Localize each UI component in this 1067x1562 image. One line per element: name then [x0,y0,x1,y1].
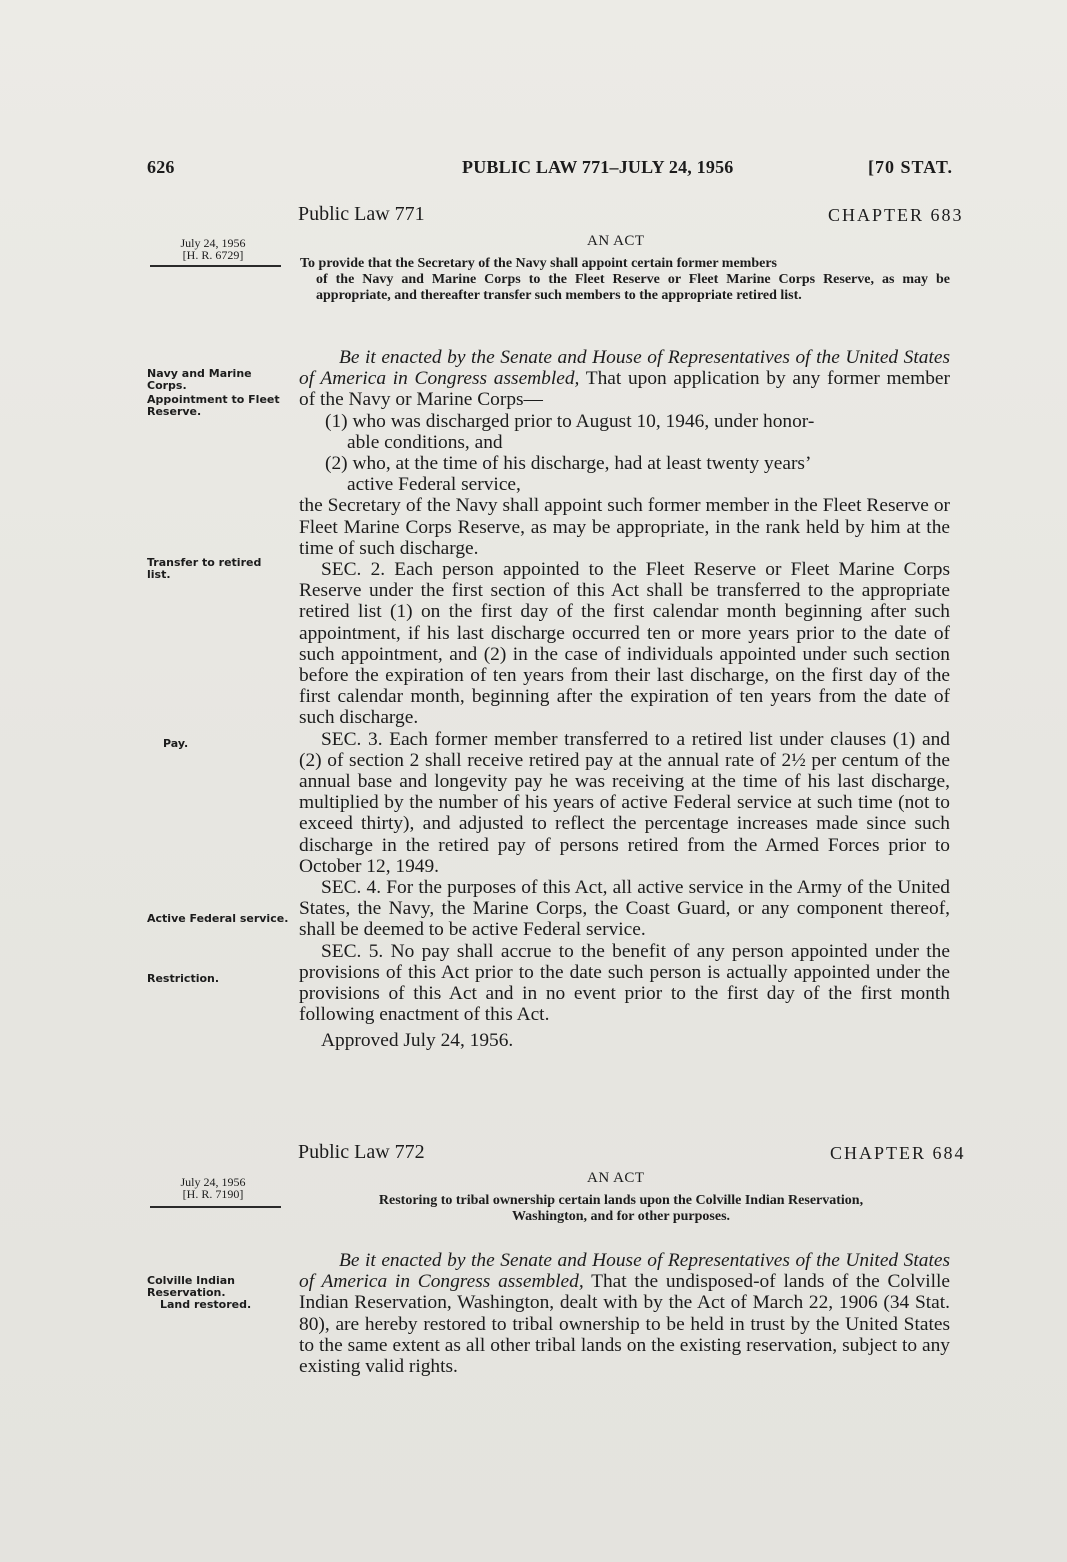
law2-body [299,1250,950,1377]
law2-enacting-rest: That the undisposed-of lands of the Colville Indian Reservation, Washington, dealt with by the Act of March 22, 1906 (34 Stat. 80), are hereby restored to tribal ownership to be held in trust by the United States to the same extent as all other tribal lands on the existing reservation, subject to any existing valid rights. [299,1271,950,1378]
margin-rule [150,1206,281,1208]
margin-rule [150,265,281,267]
public-law-771-title: Public Law 771 [298,203,425,225]
law2-enacting-italic: Be it enacted by the Senate and House of Representatives of the United States of America in Congress assembled, [299,1250,950,1293]
law1-enacting-rest: That upon application by any former member of the Navy or Marine Corps— [299,368,950,411]
law1-purpose-first-line: To provide that the Secretary of the Navy shall appoint certain former members [300,256,777,271]
law2-an-act: AN ACT [587,1170,645,1186]
law1-body [299,347,950,1051]
law1-item-1-first: (1) who was discharged prior to August 10, 1946, under honor- [325,410,815,432]
law1-item-2-first: (2) who, at the time of his discharge, had at least twenty years’ [325,453,812,475]
law2-date: July 24, 1956 [180,1175,246,1189]
public-law-772-title: Public Law 772 [298,1141,425,1163]
margin-note-active-service: Active Federal service. [147,912,289,925]
margin-note-land-restored: Land restored. [160,1298,252,1311]
law1-section-2: SEC. 2. Each person appointed to the Fleet Reserve or Fleet Marine Corps Reserve under the first section of this Act shall be transferred to the appropriate retired list (1) on the first day of the first calendar month beginning after such appointment, if his last discharge occurred ten or more years prior to the date of such appointment, and (2) in the case of individuals appointed under such section before the expiration of ten years from their last discharge, on the first day of the first calendar month, beginning after the expiration of ten years from the date of such discharge. [299,559,950,729]
law1-item-2 [299,453,950,495]
law1-bill-number: [H. R. 6729] [182,248,244,262]
margin-note-transfer: Transfer to retired list. [147,556,262,581]
law1-purpose [300,256,950,304]
running-title: PUBLIC LAW 771–JULY 24, 1956 [462,157,734,177]
margin-note-navy-marine: Navy and Marine Corps. [147,367,252,392]
chapter-684: CHAPTER 684 [830,1143,966,1163]
law1-section-5: SEC. 5. No pay shall accrue to the benefit of any person appointed under the provisions of this Act prior to the date such person is actually appointed under the provisions of this Act and in no event prior to the first day of the first month following enactment of this Act. [299,940,950,1026]
law2-bill-number: [H. R. 7190] [182,1187,244,1201]
page-number: 626 [147,157,175,177]
law1-an-act: AN ACT [587,233,645,249]
law1-enacting-italic: Be it enacted by the Senate and House of Representatives of the United States of America in Congress assembled, [299,347,950,390]
margin-note-restriction: Restriction. [147,972,220,985]
law1-section-3: SEC. 3. Each former member transferred to a retired list under clauses (1) and (2) of section 2 shall receive retired pay at the annual rate of 2½ per centum of the annual base and longevity pay he was receiving at the time of his last discharge, multiplied by the number of his years of active Federal service at such time (not to exceed thirty), and adjusted to reflect the percentage increases made since such discharge in the retired pay of persons retired from the Armed Forces prior to October 12, 1949. [299,728,950,877]
law1-approved: Approved July 24, 1956. [321,1029,514,1051]
law1-purpose-continuation: of the Navy and Marine Corps to the Fleet Reserve or Fleet Marine Corps Reserve, as may be appropriate, and thereafter transfer such members to the appropriate retired list. [316,272,950,303]
law1-item-1-cont: able conditions, and [347,431,503,453]
margin-note-pay: Pay. [163,737,189,750]
law1-date: July 24, 1956 [180,236,246,250]
law1-section-4: SEC. 4. For the purposes of this Act, all active service in the Army of the United States, the Navy, the Marine Corps, the Coast Guard, or any component thereof, shall be deemed to be active Federal service. [299,877,950,941]
law2-enacting-clause [299,1250,950,1377]
law1-item-1 [299,411,950,453]
margin-note-colville: Colville Indian Reservation. [147,1274,235,1299]
margin-note-appointment: Appointment to Fleet Reserve. [147,393,280,418]
law2-purpose-line-2: Washington, and for other purposes. [511,1209,731,1224]
volume-reference: [70 STAT. [868,157,954,177]
law1-item-2-cont: active Federal service, [347,474,521,496]
law2-purpose-line-1: Restoring to tribal ownership certain lands upon the Colville Indian Reservation, [378,1193,864,1208]
law1-section-1-tail: the Secretary of the Navy shall appoint such former member in the Fleet Reserve or Fleet Marine Corps Reserve, as may be appropriate, in the rank held by him at the time of such discharge. [299,495,950,559]
law1-enacting-clause [299,347,950,411]
chapter-683: CHAPTER 683 [828,205,964,225]
